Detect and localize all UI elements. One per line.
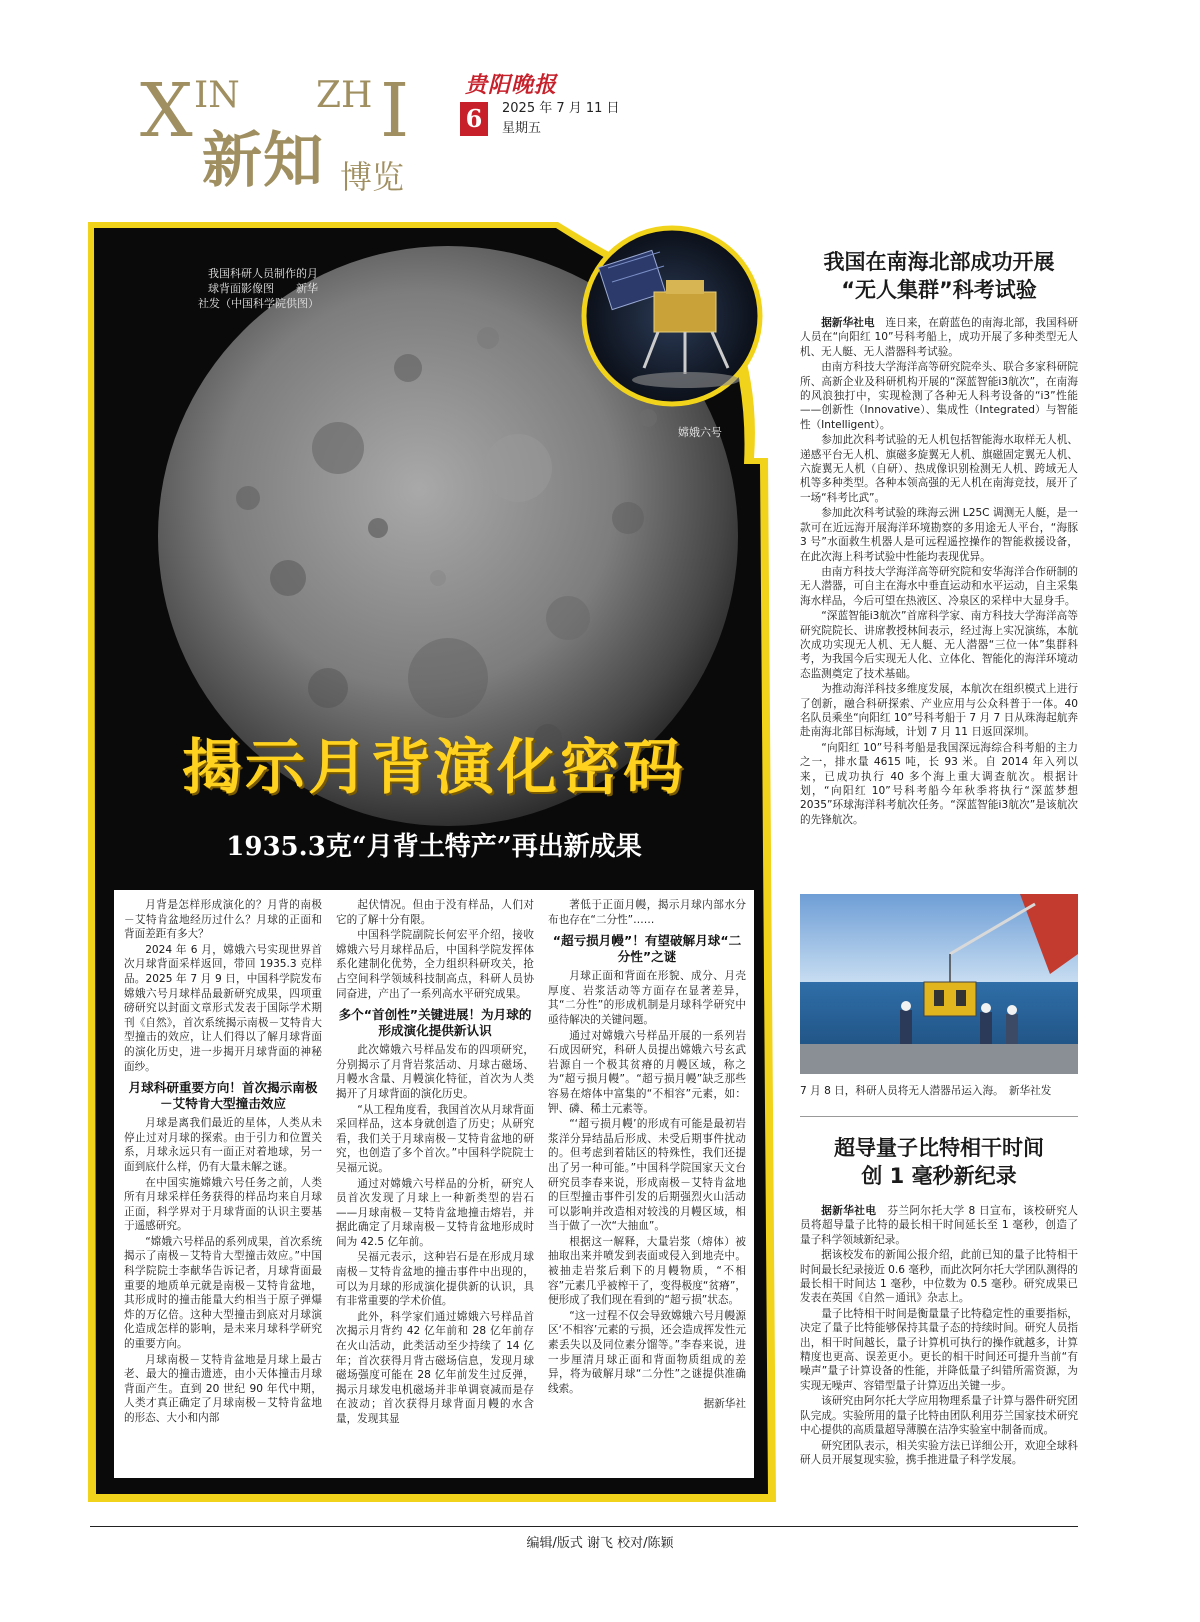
paragraph: “深蓝智能i3航次”首席科学家、南方科技大学海洋高等研究院院长、讲席教授林间表示，经过海上实况演练，本航次成功实现无人机、无人艇、无人潜器“三位一体”集群科考，为我国今后实现无人化、立体化、智能化的海洋环境动态监测奠定了技术基础。 <box>800 610 1078 680</box>
editor-credit: 编辑/版式 谢飞 校对/陈颖 <box>526 1536 674 1551</box>
paragraph: “向阳红 10”号科考船是我国深远海综合科考船的主力之一，排水量 4615 吨，长 93 米。自 2014 年入列以来，已成功执行 40 多个海上重大调查航次。根据计划，“向阳红 10”号科考船今年秋季将执行“深蓝梦想 2035”环球海洋科考航次任务。“深蓝智能i3航次”是该航次的先锋航次。 <box>800 741 1078 826</box>
subheading: 多个“首创性”关键进展！为月球的形成演化提供新认识 <box>338 1007 532 1039</box>
paragraph: 为推动海洋科技多维度发展，本航次在组织模式上进行了创新，融合科研探索、产业应用与公众科普于一体。40 名队员乘坐“向阳红 10”号科考船于 7 月 7 日从珠海起航奔赴南海北部目标海域，计划 7 月 11 日返回深圳。 <box>800 683 1078 739</box>
masthead-big-x: X <box>140 68 193 154</box>
paragraph: 根据这一解释，大量岩浆（熔体）被抽取出来并喷发到表面或侵入到地壳中。被抽走岩浆后剩下的月幔物质，“不相容”元素几乎被榨干了，变得极度“贫瘠”，便形成了我们现在看到的“超亏损”状态。 <box>548 1235 746 1307</box>
photo-credit: 我国科研人员制作的月球背面影像图 新华社发（中国科学院供图） <box>198 267 319 310</box>
paragraph: 2024 年 6 月，嫦娥六号实现世界首次月球背面采样返回，带回 1935.3 克样品。2025 年 7 月 9 日，中国科学院发布嫦娥六号月球样品最新研究成果，四项重磅研究以封面文章形式发表于国际学术期刊《自然》，首次系统揭示南极－艾特肯大型撞击的效应，让人们得以了解月球背面的演化历史，进一步揭开月球背面的神秘面纱。 <box>124 943 322 1073</box>
byline: 据新华社 <box>703 1398 746 1411</box>
issue-weekday: 星期五 <box>502 121 542 136</box>
paragraph: 研究团队表示，相关实验方法已详细公开，欢迎全球科研人员开展复现实验，携手推进量子科学发展。 <box>800 1439 1078 1466</box>
masthead-big-i: I <box>380 68 410 154</box>
paragraph: “从工程角度看，我国首次从月球背面采回样品，这本身就创造了历史；从研究看，我们关于月球南极－艾特肯盆地的研究，也创造了多个首次。”中国科学院院士吴福元说。 <box>336 1103 534 1174</box>
paragraph: 通过对嫦娥六号样品开展的一系列岩石成因研究，科研人员提出嫦娥六号玄武岩源自一个极其贫瘠的月幔区域，称之为“超亏损月幔”。“超亏损月幔”缺乏那些容易在熔体中富集的“不相容”元素，如：钾、磷、稀土元素等。 <box>548 1029 746 1115</box>
paragraph: 月球南极－艾特肯盆地是月球上最古老、最大的撞击遗迹，由小天体撞击月球背面产生。直到 20 世纪 90 年代中期，人类才真正确定了月球南极－艾特肯盆地的形态、大小和内部 <box>124 1353 322 1424</box>
section-masthead <box>140 68 460 208</box>
paragraph-text: 芬兰阿尔托大学 8 日宣布，该校研究人员将超导量子比特的最长相干时间延长至 1 毫秒，创造了量子科学领域新纪录。 <box>800 1205 1078 1246</box>
paragraph: 在中国实施嫦娥六号任务之前，人类所有月球采样任务获得的样品均来自月球正面，科学界对于月球背面的认识主要基于遥感研究。 <box>124 1176 322 1233</box>
article-title-line: 超导量子比特相干时间 <box>834 1136 1044 1160</box>
issue-date: 2025 年 7 月 11 日 <box>502 101 620 116</box>
section-subtitle: 博览 <box>340 158 405 196</box>
dateline: 据新华社电 <box>821 1205 877 1217</box>
paragraph: 参加此次科考试验的珠海云洲 L25C 调测无人艇，是一款可在近远海开展海洋环境勘察的多用途无人平台，“海豚 3 号”水面救生机器人是可远程遥控操作的智能救援设备，在此次海上科考试验中性能均表现优异。 <box>800 507 1078 563</box>
article-title-line: 我国在南海北部成功开展 <box>823 250 1055 274</box>
article-body <box>800 316 1078 827</box>
dateline: 据新华社电 <box>821 317 875 329</box>
paragraph: 通过对嫦娥六号样品的分析，研究人员首次发现了月球上一种新类型的岩石——月球南极－艾特肯盆地撞击熔岩，并据此确定了月球南极－艾特肯盆地形成时间为 42.5 亿年前。 <box>336 1177 534 1248</box>
paragraph: 月球是离我们最近的星体，人类从未停止过对月球的探索。由于引力和位置关系，月球永远只有一面正对着地球，另一面到底什么样，仍有大量未解之谜。 <box>124 1117 322 1173</box>
lander-caption: 嫦娥六号 <box>678 426 722 439</box>
paragraph-text: 连日来，在蔚蓝色的南海北部，我国科研人员在“向阳红 10”号科考船上，成功开展了多种类型无人机、无人艇、无人潜器科考试验。 <box>800 317 1079 358</box>
paragraph: 参加此次科考试验的无人机包括智能海水取样无人机、递感平台无人机、旗磁多旋翼无人机、旗磁固定翼无人机、六旋翼无人机（自研）、热成像识别检测无人机、跨域无人机等多种类型。各种本领高强的无人机在南海竞技，展开了一场“科考比武”。 <box>800 434 1078 504</box>
paragraph: 由南方科技大学海洋高等研究院和安华海洋合作研制的无人潜器，可自主在海水中垂直运动和水平运动，自主采集海水样品，今后可望在热液区、冷泉区的采样中大显身手。 <box>800 565 1078 607</box>
feature-panel <box>88 218 780 1506</box>
paragraph: 此外，科学家们通过嫦娥六号样品首次揭示月背约 42 亿年前和 28 亿年前存在火山活动，此类活动至少持续了 14 亿年；首次获得月背古磁场信息，发现月球磁场强度可能在 28 亿年前发生过反弹，揭示月球发电机磁场并非单调衰减而是存在波动；首次获得月球背面月幔的水含量，发现其显 <box>336 1310 534 1425</box>
paragraph: 中国科学院副院长何宏平介绍，接收嫦娥六号月球样品后，中国科学院发挥体系化建制化优势，全力组织科研攻关，抢占空间科学领域科技制高点，科研人员协同奋进，产出了一系列高水平研究成果。 <box>336 929 534 1000</box>
subheading: 月球科研重要方向！首次揭示南极－艾特肯大型撞击效应 <box>128 1080 318 1112</box>
article-qubit-record <box>800 1134 1078 1468</box>
feature-column-1 <box>124 898 322 1427</box>
paragraph: 此次嫦娥六号样品发布的四项研究，分别揭示了月背岩浆活动、月球古磁场、月幔水含量、月幔演化特征，首次为人类揭开了月球背面的演化历史。 <box>336 1044 534 1100</box>
feature-article-body <box>114 890 754 1478</box>
newspaper-logo: 贵阳晚报 <box>465 72 558 98</box>
masthead-in: IN <box>194 75 240 116</box>
article-unmanned-cluster <box>800 248 1078 828</box>
feature-subheadline: 1935.3克“月背土特产”再出新成果 <box>226 832 642 862</box>
masthead-zh: ZH <box>316 75 373 116</box>
page-number-badge: 6 <box>460 102 488 136</box>
paragraph: 吴福元表示，这种岩石是在形成月球南极－艾特肯盆地的撞击事件中出现的，可以为月球的形成演化提供新的认识，具有非常重要的学术价值。 <box>336 1251 534 1308</box>
article-title-line: 创 1 毫秒新纪录 <box>861 1164 1017 1188</box>
article-title-line: “无人集群”科考试验 <box>841 278 1037 302</box>
feature-headline: 揭示月背演化密码 <box>182 733 686 803</box>
paragraph: 著低于正面月幔，揭示月球内部水分布也存在“二分性”…… <box>548 899 746 926</box>
paragraph <box>800 1204 1078 1247</box>
paragraph: 由南方科技大学海洋高等研究院牵头、联合多家科研院所、高新企业及科研机构开展的“深蓝智能i3航次”，在南海的风浪独打中，实现检测了各种无人科考设备的“i3”性能——创新性（Innovative）、集成性（Integrated）与智能性（Intelligent）。 <box>800 361 1078 431</box>
footer-rule <box>90 1526 1078 1527</box>
paragraph: “这一过程不仅会导致嫦娥六号月幔源区‘不相容’元素的亏损，还会造成挥发性元素丢失以及同位素分馏等。”李春来说，进一步厘清月球正面和背面物质组成的差异，将为破解月球“二分性”之谜提供准确线索。 <box>548 1309 746 1395</box>
paragraph: 量子比特相干时间是衡量量子比特稳定性的重要指标，决定了量子比特能够保持其量子态的持续时间。研究人员指出，相干时间越长，量子计算机可执行的操作就越多，计算精度也更高、误差更小。更长的相干时间还可提升当前“有噪声”量子计算设备的性能，并降低量子纠错所需资源，为实现无噪声、容错型量子计算迈出关键一步。 <box>800 1307 1078 1392</box>
column-divider <box>800 1116 1078 1117</box>
paragraph: 起伏情况。但由于没有样品，人们对它的了解十分有限。 <box>336 899 534 926</box>
change6-lander-image <box>584 228 760 404</box>
paragraph: 该研究由阿尔托大学应用物理系量子计算与器件研究团队完成。实验所用的量子比特由团队利用芬兰国家技术研究中心提供的高质量超导薄膜在洁净实验室中制备而成。 <box>800 1395 1078 1437</box>
subheading: “超亏损月幔”！有望破解月球“二分性”之谜 <box>552 933 742 965</box>
paragraph: “嫦娥六号样品的系列成果，首次系统揭示了南极－艾特肯大型撞击效应。”中国科学院院士李献华告诉记者，月球背面最重要的地质单元就是南极－艾特肯盆地，其形成时的撞击能量大约相当于原子弹爆炸的万亿倍。这种大型撞击到底对月球演化造成怎样的影响，是未来月球科学研究的重要方向。 <box>124 1235 322 1351</box>
section-title: 新知 <box>202 126 324 196</box>
article-body <box>800 1204 1078 1467</box>
paragraph <box>800 316 1078 359</box>
photo-caption: 7 月 8 日，科研人员将无人潜器吊运入海。 新华社发 <box>800 1085 1052 1097</box>
research-vessel-photo <box>800 894 1078 1074</box>
paragraph: 月球正面和背面在形貌、成分、月壳厚度、岩浆活动等方面存在显著差异，其“二分性”的形成机制是月球科学研究中亟待解决的关键问题。 <box>548 970 746 1026</box>
feature-column-2 <box>336 898 534 1428</box>
feature-column-3 <box>548 898 746 1413</box>
paragraph: 据该校发布的新闻公报介绍，此前已知的量子比特相干时间最长纪录接近 0.6 毫秒，而此次阿尔托大学团队测得的最长相干时间达 1 毫秒，中位数为 0.5 毫秒。研究成果已发表在英国《自然－通讯》杂志上。 <box>800 1249 1078 1305</box>
paragraph: “‘超亏损月幔’的形成有可能是最初岩浆洋分异结晶后形成、未受后期事件扰动的。但考虑到着陆区的特殊性，我们还提出了另一种可能。”中国科学院国家天文台研究员李春来说，形成南极－艾特肯盆地的巨型撞击事件引发的后期强烈火山活动可以影响并改造相对较浅的月幔区域，相当于做了一次“大抽血”。 <box>548 1118 746 1233</box>
paragraph: 月背是怎样形成演化的？月背的南极－艾特肯盆地经历过什么？月球的正面和背面差距有多大？ <box>124 899 322 941</box>
